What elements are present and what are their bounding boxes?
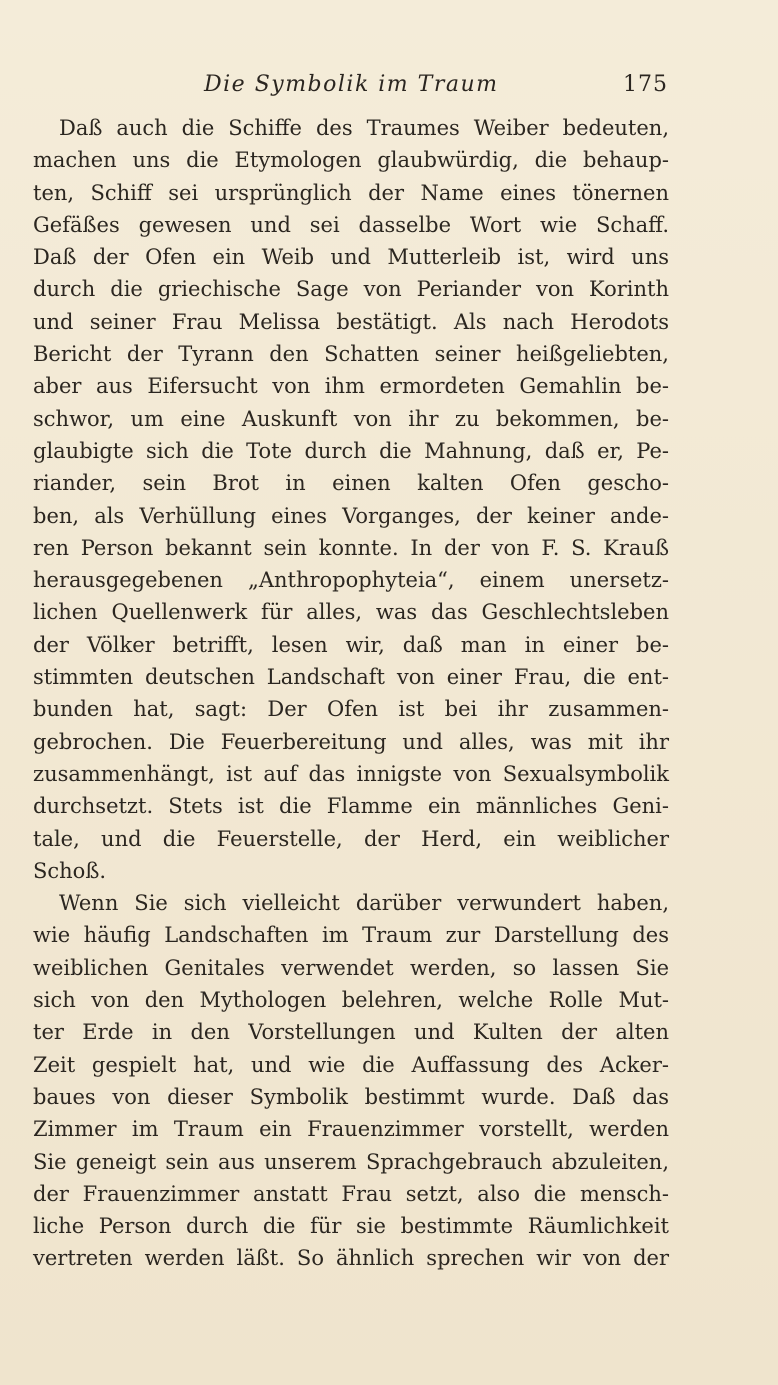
- text-line: der Völker betrifft, lesen wir, daß man in einer be-: [33, 632, 669, 657]
- text-line: ben, als Verhüllung eines Vorganges, der keiner ande-: [33, 503, 669, 528]
- text-line: machen uns die Etymologen glaubwürdig, die behaup-: [33, 148, 669, 173]
- text-line: herausgegebenen „Anthropophyteia“, einem unersetz-: [33, 568, 669, 593]
- text-line: zusammenhängt, ist auf das innigste von Sexualsymbolik: [33, 761, 669, 786]
- text-line: riander, sein Brot in einen kalten Ofen gescho-: [33, 471, 669, 496]
- text-line: ter Erde in den Vorstellungen und Kulten der alten: [33, 1020, 669, 1045]
- text-line: vertreten werden läßt. So ähnlich sprechen wir von der: [33, 1246, 669, 1271]
- text-line: lichen Quellenwerk für alles, was das Geschlechtsleben: [33, 600, 669, 625]
- text-line: gebrochen. Die Feuerbereitung und alles, was mit ihr: [33, 729, 669, 754]
- text-line: wie häufig Landschaften im Traum zur Darstellung des: [33, 923, 669, 948]
- text-line: tale, und die Feuerstelle, der Herd, ein weiblicher: [33, 826, 669, 851]
- body-text: [33, 112, 669, 1275]
- text-line: und seiner Frau Melissa bestätigt. Als nach Herodots: [33, 309, 669, 334]
- text-line: Schoß.: [33, 858, 107, 883]
- text-line: liche Person durch die für sie bestimmte Räumlichkeit: [33, 1214, 669, 1239]
- text-line: der Frauenzimmer anstatt Frau setzt, also die mensch-: [33, 1181, 669, 1206]
- text-line: glaubigte sich die Tote durch die Mahnung, daß er, Pe-: [33, 438, 669, 463]
- running-head-title: Die Symbolik im Traum: [204, 72, 499, 97]
- text-line: sich von den Mythologen belehren, welche Rolle Mut-: [33, 988, 669, 1013]
- text-line: Gefäßes gewesen und sei dasselbe Wort wie Schaff.: [33, 212, 669, 237]
- text-line: durchsetzt. Stets ist die Flamme ein männliches Geni-: [33, 794, 669, 819]
- running-head: [34, 72, 668, 106]
- text-line: Bericht der Tyrann den Schatten seiner heißgeliebten,: [33, 342, 669, 367]
- text-line: ten, Schiff sei ursprünglich der Name eines tönernen: [33, 180, 669, 205]
- text-line: schwor, um eine Auskunft von ihr zu bekommen, be-: [33, 406, 669, 431]
- text-line: bunden hat, sagt: Der Ofen ist bei ihr zusammen-: [33, 697, 669, 722]
- text-line: Daß der Ofen ein Weib und Mutterleib ist, wird uns: [33, 245, 669, 270]
- text-line: stimmten deutschen Landschaft von einer Frau, die ent-: [33, 665, 669, 690]
- text-line: durch die griechische Sage von Periander von Korinth: [33, 277, 669, 302]
- text-line: weiblichen Genitales verwendet werden, so lassen Sie: [33, 955, 669, 980]
- text-line: Zimmer im Traum ein Frauenzimmer vorstellt, werden: [33, 1117, 669, 1142]
- text-line: ren Person bekannt sein konnte. In der von F. S. Krauß: [33, 535, 669, 560]
- text-line: Daß auch die Schiffe des Traumes Weiber bedeuten,: [59, 116, 669, 140]
- text-line: Sie geneigt sein aus unserem Sprachgebrauch abzuleiten,: [33, 1149, 669, 1174]
- text-line: Wenn Sie sich vielleicht darüber verwundert haben,: [59, 891, 669, 916]
- text-line: aber aus Eifersucht von ihm ermordeten Gemahlin be-: [33, 374, 669, 399]
- text-line: baues von dieser Symbolik bestimmt wurde. Daß das: [33, 1084, 669, 1109]
- text-line: Zeit gespielt hat, und wie die Auffassung des Acker-: [33, 1052, 669, 1077]
- page-number: 175: [623, 72, 668, 97]
